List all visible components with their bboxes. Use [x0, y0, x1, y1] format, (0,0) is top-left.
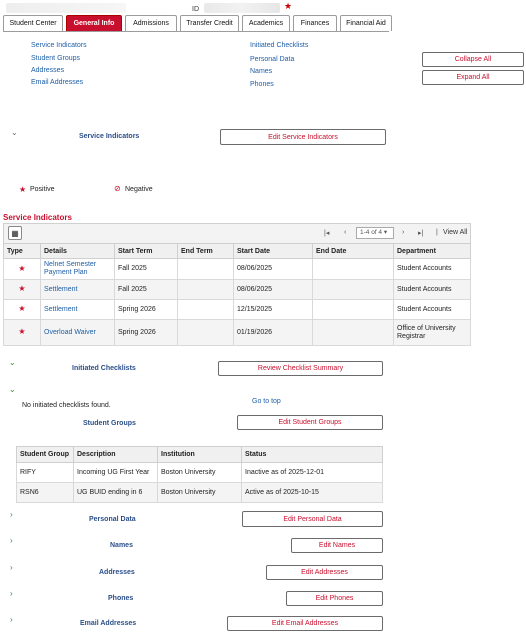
details-link[interactable]: Nelnet Semester Payment Plan — [41, 259, 115, 280]
expand-chevron-icon[interactable]: › — [10, 615, 13, 624]
edit-personal-data-button[interactable]: Edit Personal Data — [242, 511, 383, 527]
section-title-service-indicators: Service Indicators — [79, 133, 140, 140]
edit-student-groups-button[interactable]: Edit Student Groups — [237, 415, 383, 430]
collapse-chevron-icon[interactable]: ⌄ — [11, 128, 18, 137]
expand-chevron-icon[interactable]: › — [10, 536, 13, 545]
group-code: RIFY — [17, 463, 74, 483]
prev-page-icon[interactable]: ‹ — [344, 229, 347, 236]
end-term — [178, 320, 234, 346]
tab-academics[interactable]: Academics — [242, 15, 290, 31]
negative-circle-icon: ⊘ — [114, 184, 121, 193]
edit-email-addresses-button[interactable]: Edit Email Addresses — [227, 616, 383, 631]
col-institution[interactable]: Institution — [158, 447, 242, 463]
col-start-term[interactable]: Start Term — [115, 244, 178, 259]
col-type[interactable]: Type — [4, 244, 41, 259]
group-status: Active as of 2025-10-15 — [242, 483, 383, 503]
col-status[interactable]: Status — [242, 447, 383, 463]
section-title-student-groups: Student Groups — [83, 420, 136, 427]
grid-title: Service Indicators — [3, 213, 72, 222]
section-title-personal-data: Personal Data — [89, 516, 136, 523]
edit-service-indicators-button[interactable]: Edit Service Indicators — [220, 129, 386, 145]
grid-personalize-icon[interactable]: ▦ — [8, 226, 22, 240]
col-start-date[interactable]: Start Date — [234, 244, 313, 259]
grid-toolbar — [3, 223, 471, 243]
group-institution: Boston University — [158, 483, 242, 503]
end-date — [313, 280, 394, 300]
student-groups-table — [16, 446, 383, 503]
group-code: RSN6 — [17, 483, 74, 503]
department: Student Accounts — [394, 259, 471, 280]
id-label: ID — [192, 6, 199, 13]
positive-star-icon: ★ — [4, 300, 41, 320]
details-link[interactable]: Settlement — [41, 280, 115, 300]
positive-star-icon: ★ — [19, 185, 27, 194]
start-term: Spring 2026 — [115, 320, 178, 346]
student-name-redacted — [6, 3, 126, 13]
tab-bar — [3, 15, 392, 31]
edit-addresses-button[interactable]: Edit Addresses — [266, 565, 383, 580]
end-date — [313, 259, 394, 280]
service-indicators-table — [3, 243, 471, 346]
positive-star-icon: ★ — [4, 259, 41, 280]
tab-transfer-credit[interactable]: Transfer Credit — [180, 15, 239, 31]
expand-chevron-icon[interactable]: › — [10, 589, 13, 598]
start-term: Fall 2025 — [115, 280, 178, 300]
end-term — [178, 300, 234, 320]
tab-general-info[interactable]: General Info — [66, 15, 122, 31]
col-end-date[interactable]: End Date — [313, 244, 394, 259]
edit-names-button[interactable]: Edit Names — [291, 538, 383, 553]
link-email-addresses[interactable]: Email Addresses — [31, 79, 84, 86]
positive-star-icon: ★ — [4, 280, 41, 300]
group-description: Incoming UG First Year — [74, 463, 158, 483]
go-to-top-link[interactable]: Go to top — [252, 398, 281, 405]
group-institution: Boston University — [158, 463, 242, 483]
col-student-group[interactable]: Student Group — [17, 447, 74, 463]
table-row — [4, 320, 471, 346]
tab-financial-aid[interactable]: Financial Aid — [340, 15, 392, 31]
required-star-icon: ★ — [284, 1, 293, 11]
department: Student Accounts — [394, 300, 471, 320]
tab-student-center[interactable]: Student Center — [3, 15, 63, 31]
col-description[interactable]: Description — [74, 447, 158, 463]
col-end-term[interactable]: End Term — [178, 244, 234, 259]
start-date: 12/15/2025 — [234, 300, 313, 320]
tab-finances[interactable]: Finances — [293, 15, 337, 31]
pagination-select[interactable]: 1-4 of 4 ▾ — [356, 227, 394, 239]
details-link[interactable]: Settlement — [41, 300, 115, 320]
table-row — [4, 259, 471, 280]
group-status: Inactive as of 2025-12-01 — [242, 463, 383, 483]
link-initiated-checklists[interactable]: Initiated Checklists — [250, 42, 309, 49]
id-value-redacted — [204, 3, 280, 13]
edit-phones-button[interactable]: Edit Phones — [286, 591, 383, 606]
link-service-indicators[interactable]: Service Indicators — [31, 42, 87, 49]
legend-positive: Positive — [30, 186, 55, 193]
table-row — [17, 483, 383, 503]
link-phones[interactable]: Phones — [250, 81, 274, 88]
review-checklist-summary-button[interactable]: Review Checklist Summary — [218, 361, 383, 376]
table-row — [4, 280, 471, 300]
end-date — [313, 320, 394, 346]
section-title-phones: Phones — [108, 595, 134, 602]
separator: | — [436, 229, 438, 236]
empty-checklists-text: No initiated checklists found. — [22, 402, 111, 409]
expand-all-button[interactable]: Expand All — [422, 70, 524, 85]
table-row — [4, 300, 471, 320]
view-all-link[interactable]: View All — [443, 229, 468, 236]
start-date: 01/19/2026 — [234, 320, 313, 346]
link-student-groups[interactable]: Student Groups — [31, 55, 81, 62]
start-date: 08/06/2025 — [234, 280, 313, 300]
section-title-initiated-checklists: Initiated Checklists — [72, 365, 136, 372]
details-link[interactable]: Overload Waiver — [41, 320, 115, 346]
last-page-icon[interactable]: ▸| — [418, 230, 424, 237]
end-term — [178, 259, 234, 280]
positive-star-icon: ★ — [4, 320, 41, 346]
collapse-all-button[interactable]: Collapse All — [422, 52, 524, 67]
end-term — [178, 280, 234, 300]
section-title-addresses: Addresses — [99, 569, 135, 576]
table-row — [17, 463, 383, 483]
link-addresses[interactable]: Addresses — [31, 67, 65, 74]
col-details[interactable]: Details — [41, 244, 115, 259]
start-date: 08/06/2025 — [234, 259, 313, 280]
next-page-icon[interactable]: › — [402, 229, 405, 236]
department: Student Accounts — [394, 280, 471, 300]
expand-chevron-icon[interactable]: › — [10, 563, 13, 572]
department: Office of University Registrar — [394, 320, 471, 346]
section-title-names: Names — [110, 542, 133, 549]
col-department[interactable]: Department — [394, 244, 471, 259]
legend-negative: Negative — [125, 186, 153, 193]
expand-chevron-icon[interactable]: › — [10, 510, 13, 519]
expand-chevron-icon[interactable]: ⌄ — [9, 358, 16, 367]
end-date — [313, 300, 394, 320]
start-term: Fall 2025 — [115, 259, 178, 280]
tab-admissions[interactable]: Admissions — [125, 15, 177, 31]
tab-underline — [3, 31, 389, 32]
section-title-email-addresses: Email Addresses — [80, 620, 137, 627]
start-term: Spring 2026 — [115, 300, 178, 320]
link-personal-data[interactable]: Personal Data — [250, 56, 295, 63]
first-page-icon[interactable]: |◂ — [324, 230, 330, 237]
link-names[interactable]: Names — [250, 68, 273, 75]
group-description: UG BUID ending in 6 — [74, 483, 158, 503]
expand-chevron-icon[interactable]: ⌄ — [9, 385, 16, 394]
